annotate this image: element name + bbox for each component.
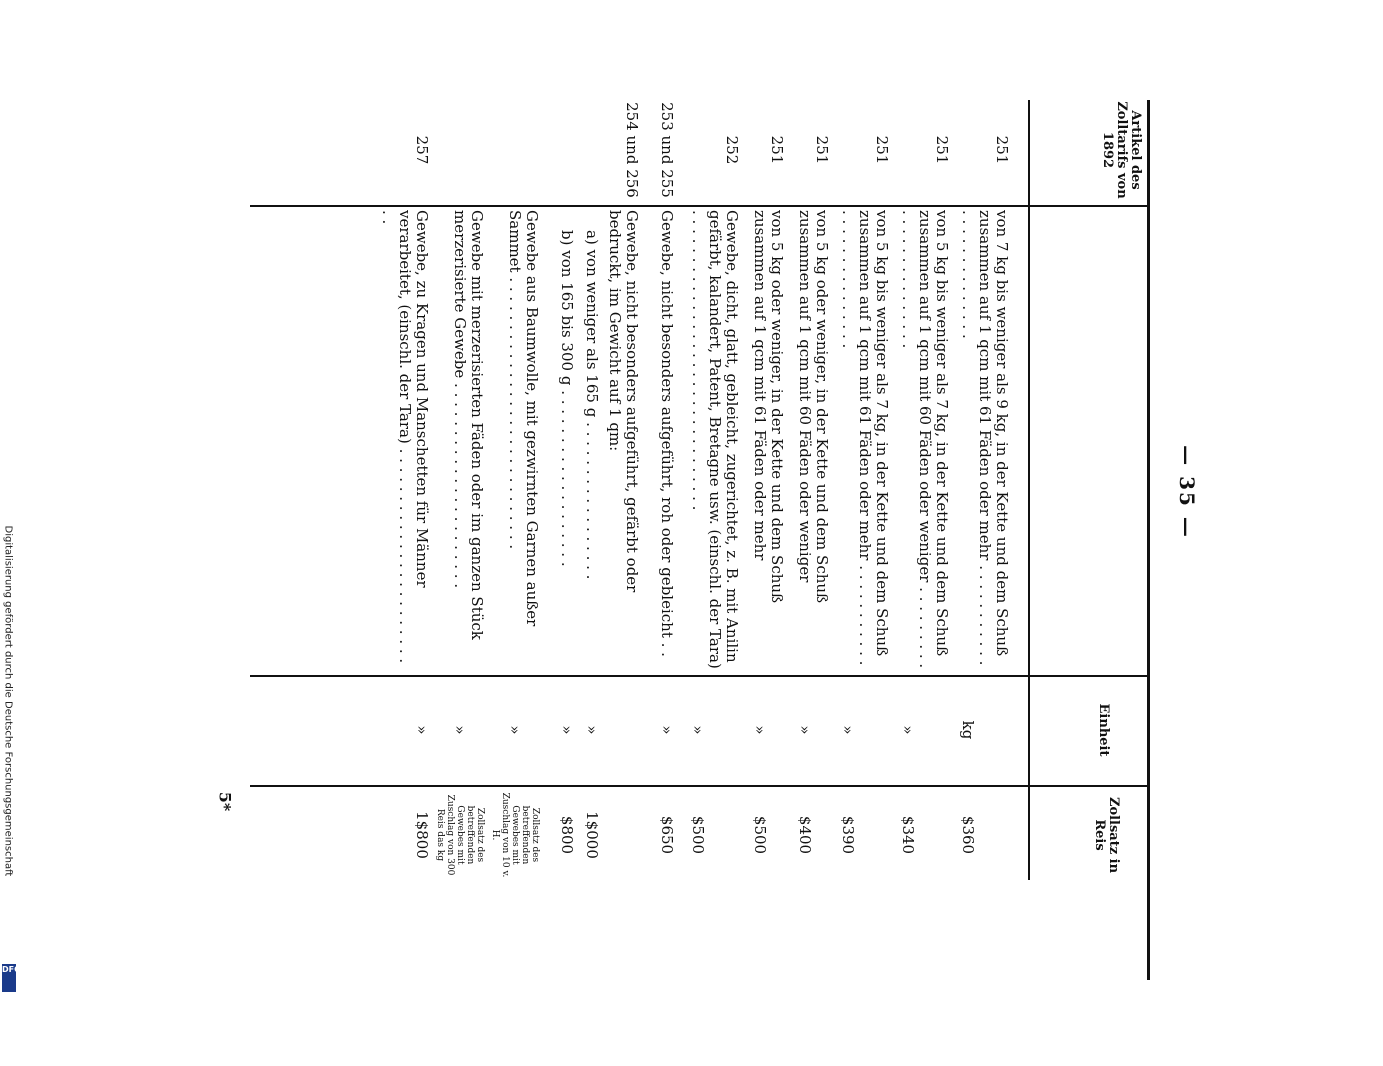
header-rule <box>1028 100 1030 880</box>
article-cell: 251 <box>813 135 831 165</box>
signature-mark: 5* <box>215 791 235 812</box>
description-cell: Gewebe aus Baumwolle, mit gezwirnten Garnen außer Sammet . . . . . . . . . . . . . . . . . . . . . . . . . . . . . <box>506 210 541 627</box>
rate-cell: $500 <box>751 815 769 855</box>
unit-cell: » <box>506 725 524 735</box>
unit-cell: » <box>583 725 601 735</box>
rate-note-cell: Zollsatz des betreffenden Gewebes mit Zuschlag von 300 Reis das kg <box>435 794 485 876</box>
unit-cell: » <box>796 725 814 735</box>
unit-cell: » <box>689 725 707 735</box>
unit-cell: » <box>839 725 857 735</box>
rate-cell: $400 <box>796 815 814 855</box>
column-divider <box>250 205 1150 207</box>
description-cell: von 7 kg bis weniger als 9 kg, in der Kette und dem Schuß zusammen auf 1 qcm mit 61 Fäden oder mehr . . . . . . . . . . . . . . . . . . . . . . . . . <box>959 210 1011 666</box>
description-cell: von 5 kg bis weniger als 7 kg, in der Kette und dem Schuß zusammen auf 1 qcm mit 61 Fäden oder mehr . . . . . . . . . . . . . . . . . . . . . . . . . . <box>839 210 891 666</box>
article-cell: 251 <box>873 135 891 165</box>
article-cell: 253 und 255 <box>658 102 676 198</box>
description-cell: Gewebe, nicht besonders aufgeführt, gefärbt oder bedruckt, im Gewicht auf 1 qm: <box>606 210 641 593</box>
unit-cell: » <box>899 725 917 735</box>
rate-cell: 1$000 <box>583 811 601 859</box>
rate-cell: $800 <box>558 815 576 855</box>
description-cell: Gewebe, dicht, glatt, gebleicht, zugerichtet, z. B. mit Anilin gefärbt, kalandert, Patent, Bretagne usw. (einschl. der Tara) . . . . . . . . . . . . . . . . . . . . . . . . . . . . . . . . <box>689 210 741 669</box>
description-cell: Gewebe, zu Kragen und Manschetten für Männer verarbeitet, (einschl. der Tara) . . . . . . . . . . . . . . . . . . . . . . . . . <box>379 210 431 664</box>
rate-cell: $650 <box>658 815 676 855</box>
unit-cell: » <box>451 725 469 735</box>
dfg-logo: DFG <box>2 964 16 992</box>
description-cell: a) von weniger als 165 g . . . . . . . . . . . . . . . . . <box>583 230 601 580</box>
article-cell: 251 <box>933 135 951 165</box>
article-cell: 252 <box>723 135 741 165</box>
header-article: Artikel des Zolltarifs von 1892 <box>1100 101 1143 199</box>
rate-cell: $360 <box>959 815 977 855</box>
description-cell: von 5 kg oder weniger, in der Kette und dem Schuß zusammen auf 1 qcm mit 60 Fäden oder weniger <box>796 210 831 604</box>
rate-cell: $340 <box>899 815 917 855</box>
rate-cell: $500 <box>689 815 707 855</box>
tariff-table <box>250 100 1150 980</box>
top-rule <box>1147 100 1150 980</box>
rate-cell: 1$800 <box>413 811 431 859</box>
description-cell: Gewebe, nicht besonders aufgeführt, roh oder gebleicht . . <box>658 210 676 657</box>
description-cell: von 5 kg oder weniger, in der Kette und dem Schuß zusammen auf 1 qcm mit 61 Fäden oder mehr <box>751 210 786 604</box>
header-unit: Einheit <box>1096 703 1111 757</box>
unit-cell: » <box>413 725 431 735</box>
page-number: — 35 — <box>1174 445 1199 539</box>
description-cell: b) von 165 bis 300 g . . . . . . . . . . . . . . . . . . . <box>558 230 576 567</box>
unit-cell: » <box>751 725 769 735</box>
article-cell: 251 <box>768 135 786 165</box>
rate-note-cell: Zollsatz des betreffenden Gewebes mit Zuschlag von 10 v. H. <box>490 792 540 878</box>
article-cell: 251 <box>993 135 1011 165</box>
description-cell: Gewebe mit merzerisierten Fäden oder im ganzen Stück merzerisierte Gewebe . . . . . . . . . . . . . . . . . . . . . . <box>451 210 486 640</box>
rate-cell: $390 <box>839 815 857 855</box>
article-cell: 254 und 256 <box>623 102 641 198</box>
description-cell: von 5 kg bis weniger als 7 kg, in der Kette und dem Schuß zusammen auf 1 qcm mit 60 Fäden oder weniger . . . . . . . . . . . . . . . . . . . . . . . . <box>899 210 951 669</box>
column-divider <box>250 785 1150 787</box>
document-page <box>270 100 1150 1000</box>
header-rate: Zollsatz in Reis <box>1092 796 1121 874</box>
digitization-credit: Digitalisierung gefördert durch die Deutsche Forschungsgemeinschaft <box>2 525 14 877</box>
unit-cell: » <box>558 725 576 735</box>
article-cell: 257 <box>413 135 431 165</box>
column-divider <box>250 675 1150 677</box>
unit-cell: » <box>658 725 676 735</box>
unit-cell: kg <box>959 720 977 740</box>
